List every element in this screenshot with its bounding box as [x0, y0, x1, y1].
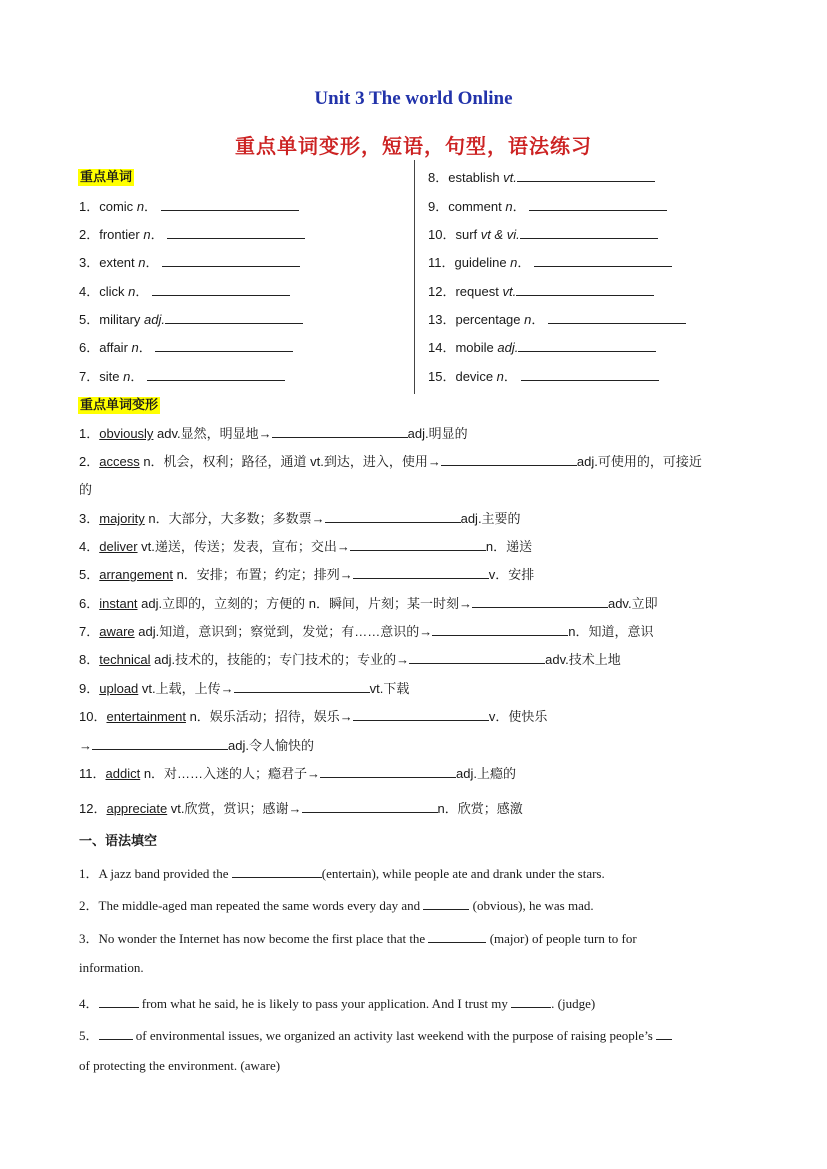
- answer-blank[interactable]: [428, 930, 486, 943]
- answer-blank[interactable]: [161, 198, 299, 211]
- grammar-item-3: 3．No wonder the Internet has now become the first place that the (major) of people turn to for: [79, 931, 637, 946]
- vocab-item-8: 8．establish vt.: [428, 167, 655, 186]
- answer-blank[interactable]: [423, 897, 469, 910]
- answer-blank[interactable]: [548, 311, 686, 324]
- variant-item-5: 5．arrangement n．安排；布置；约定；排列→ v．安排: [79, 567, 535, 582]
- grammar-item-1: 1．A jazz band provided the (entertain), while people ate and drank under the stars.: [79, 866, 605, 881]
- grammar-item-3-cont: information.: [79, 960, 144, 975]
- grammar-heading: 一、语法填空: [79, 834, 158, 849]
- variant-item-2: 2．access n．机会，权利；路径，通道 vt.到达，进入，使用→ adj.可使用的，可接近: [79, 454, 702, 469]
- grammar-item-2: 2．The middle-aged man repeated the same words every day and (obvious), he was mad.: [79, 898, 594, 913]
- variant-item-12: 12．appreciate vt.欣赏，赏识；感谢→ n．欣赏；感激: [79, 801, 523, 816]
- answer-blank[interactable]: [353, 708, 489, 721]
- answer-blank[interactable]: [167, 226, 305, 239]
- answer-blank[interactable]: [155, 339, 293, 352]
- answer-blank[interactable]: [432, 623, 568, 636]
- answer-blank[interactable]: [353, 566, 489, 579]
- vocab-item-6: 6．affair n．: [79, 337, 293, 356]
- vocab-item-13: 13．percentage n．: [428, 309, 686, 328]
- variant-item-8: 8．technical adj.技术的，技能的；专门技术的；专业的→ adv.技术上地: [79, 652, 621, 667]
- vocab-item-2: 2．frontier n．: [79, 224, 305, 243]
- answer-blank[interactable]: [534, 254, 672, 267]
- answer-blank[interactable]: [232, 865, 322, 878]
- variants-heading: 重点单词变形: [80, 398, 159, 413]
- variant-item-7: 7．aware adj.知道，意识到；察觉到，发觉；有……意识的→ n．知道，意识: [79, 624, 654, 639]
- vocab-item-12: 12．request vt.: [428, 281, 654, 300]
- grammar-item-4: 4． from what he said, he is likely to pass your application. And I trust my . (judge): [79, 996, 596, 1011]
- answer-blank[interactable]: [520, 226, 658, 239]
- vocab-item-1: 1．comic n．: [79, 196, 299, 215]
- vocab-heading: 重点单词: [80, 170, 133, 185]
- answer-blank[interactable]: [409, 651, 545, 664]
- vocab-item-3: 3．extent n．: [79, 252, 300, 271]
- variant-item-3: 3．majority n．大部分，大多数；多数票→ adj.主要的: [79, 511, 521, 526]
- answer-blank[interactable]: [656, 1027, 672, 1040]
- vocab-item-11: 11．guideline n．: [428, 252, 672, 271]
- answer-blank[interactable]: [92, 737, 228, 750]
- answer-blank[interactable]: [516, 283, 654, 296]
- answer-blank[interactable]: [99, 1027, 133, 1040]
- variant-item-9: 9．upload vt.上载，上传→ vt.下载: [79, 681, 410, 696]
- vocab-item-5: 5．military adj.: [79, 309, 303, 328]
- vocab-item-14: 14．mobile adj.: [428, 337, 656, 356]
- answer-blank[interactable]: [162, 254, 300, 267]
- page-subtitle: 重点单词变形，短语，句型，语法练习: [235, 134, 592, 158]
- answer-blank[interactable]: [234, 680, 370, 693]
- variant-item-6: 6．instant adj.立即的，立刻的；方便的 n．瞬间，片刻；某一时刻→ adv.立即: [79, 596, 658, 611]
- answer-blank[interactable]: [350, 538, 486, 551]
- answer-blank[interactable]: [320, 765, 456, 778]
- vocab-item-4: 4．click n．: [79, 281, 290, 300]
- variant-item-10: 10．entertainment n．娱乐活动；招待，娱乐→ v．使快乐: [79, 709, 548, 724]
- answer-blank[interactable]: [99, 995, 139, 1008]
- vocab-item-10: 10．surf vt & vi.: [428, 224, 658, 243]
- variant-item-10-cont: → adj.令人愉快的: [79, 738, 314, 753]
- grammar-item-5-cont: of protecting the environment. (aware): [79, 1058, 281, 1073]
- page-title: Unit 3 The world Online: [314, 88, 513, 109]
- answer-blank[interactable]: [325, 510, 461, 523]
- vocab-item-15: 15．device n．: [428, 366, 659, 385]
- grammar-item-5: 5． of environmental issues, we organized an activity last weekend with the purpose of raising people’s: [79, 1025, 672, 1044]
- vocab-item-7: 7．site n．: [79, 366, 285, 385]
- answer-blank[interactable]: [272, 425, 408, 438]
- answer-blank[interactable]: [529, 198, 667, 211]
- variant-item-4: 4．deliver vt.递送，传送；发表，宣布；交出→ n．递送: [79, 539, 533, 554]
- answer-blank[interactable]: [517, 169, 655, 182]
- variant-item-11: 11．addict n．对……入迷的人；瘾君子→ adj.上瘾的: [79, 766, 517, 781]
- answer-blank[interactable]: [472, 595, 608, 608]
- variant-item-2-cont: 的: [79, 482, 93, 497]
- answer-blank[interactable]: [147, 368, 285, 381]
- answer-blank[interactable]: [441, 453, 577, 466]
- answer-blank[interactable]: [518, 339, 656, 352]
- answer-blank[interactable]: [511, 995, 551, 1008]
- answer-blank[interactable]: [521, 368, 659, 381]
- answer-blank[interactable]: [152, 283, 290, 296]
- variant-item-1: 1．obviously adv.显然，明显地→ adj.明显的: [79, 426, 468, 441]
- vocab-item-9: 9．comment n．: [428, 196, 667, 215]
- answer-blank[interactable]: [165, 311, 303, 324]
- answer-blank[interactable]: [302, 800, 438, 813]
- column-divider: [414, 160, 415, 394]
